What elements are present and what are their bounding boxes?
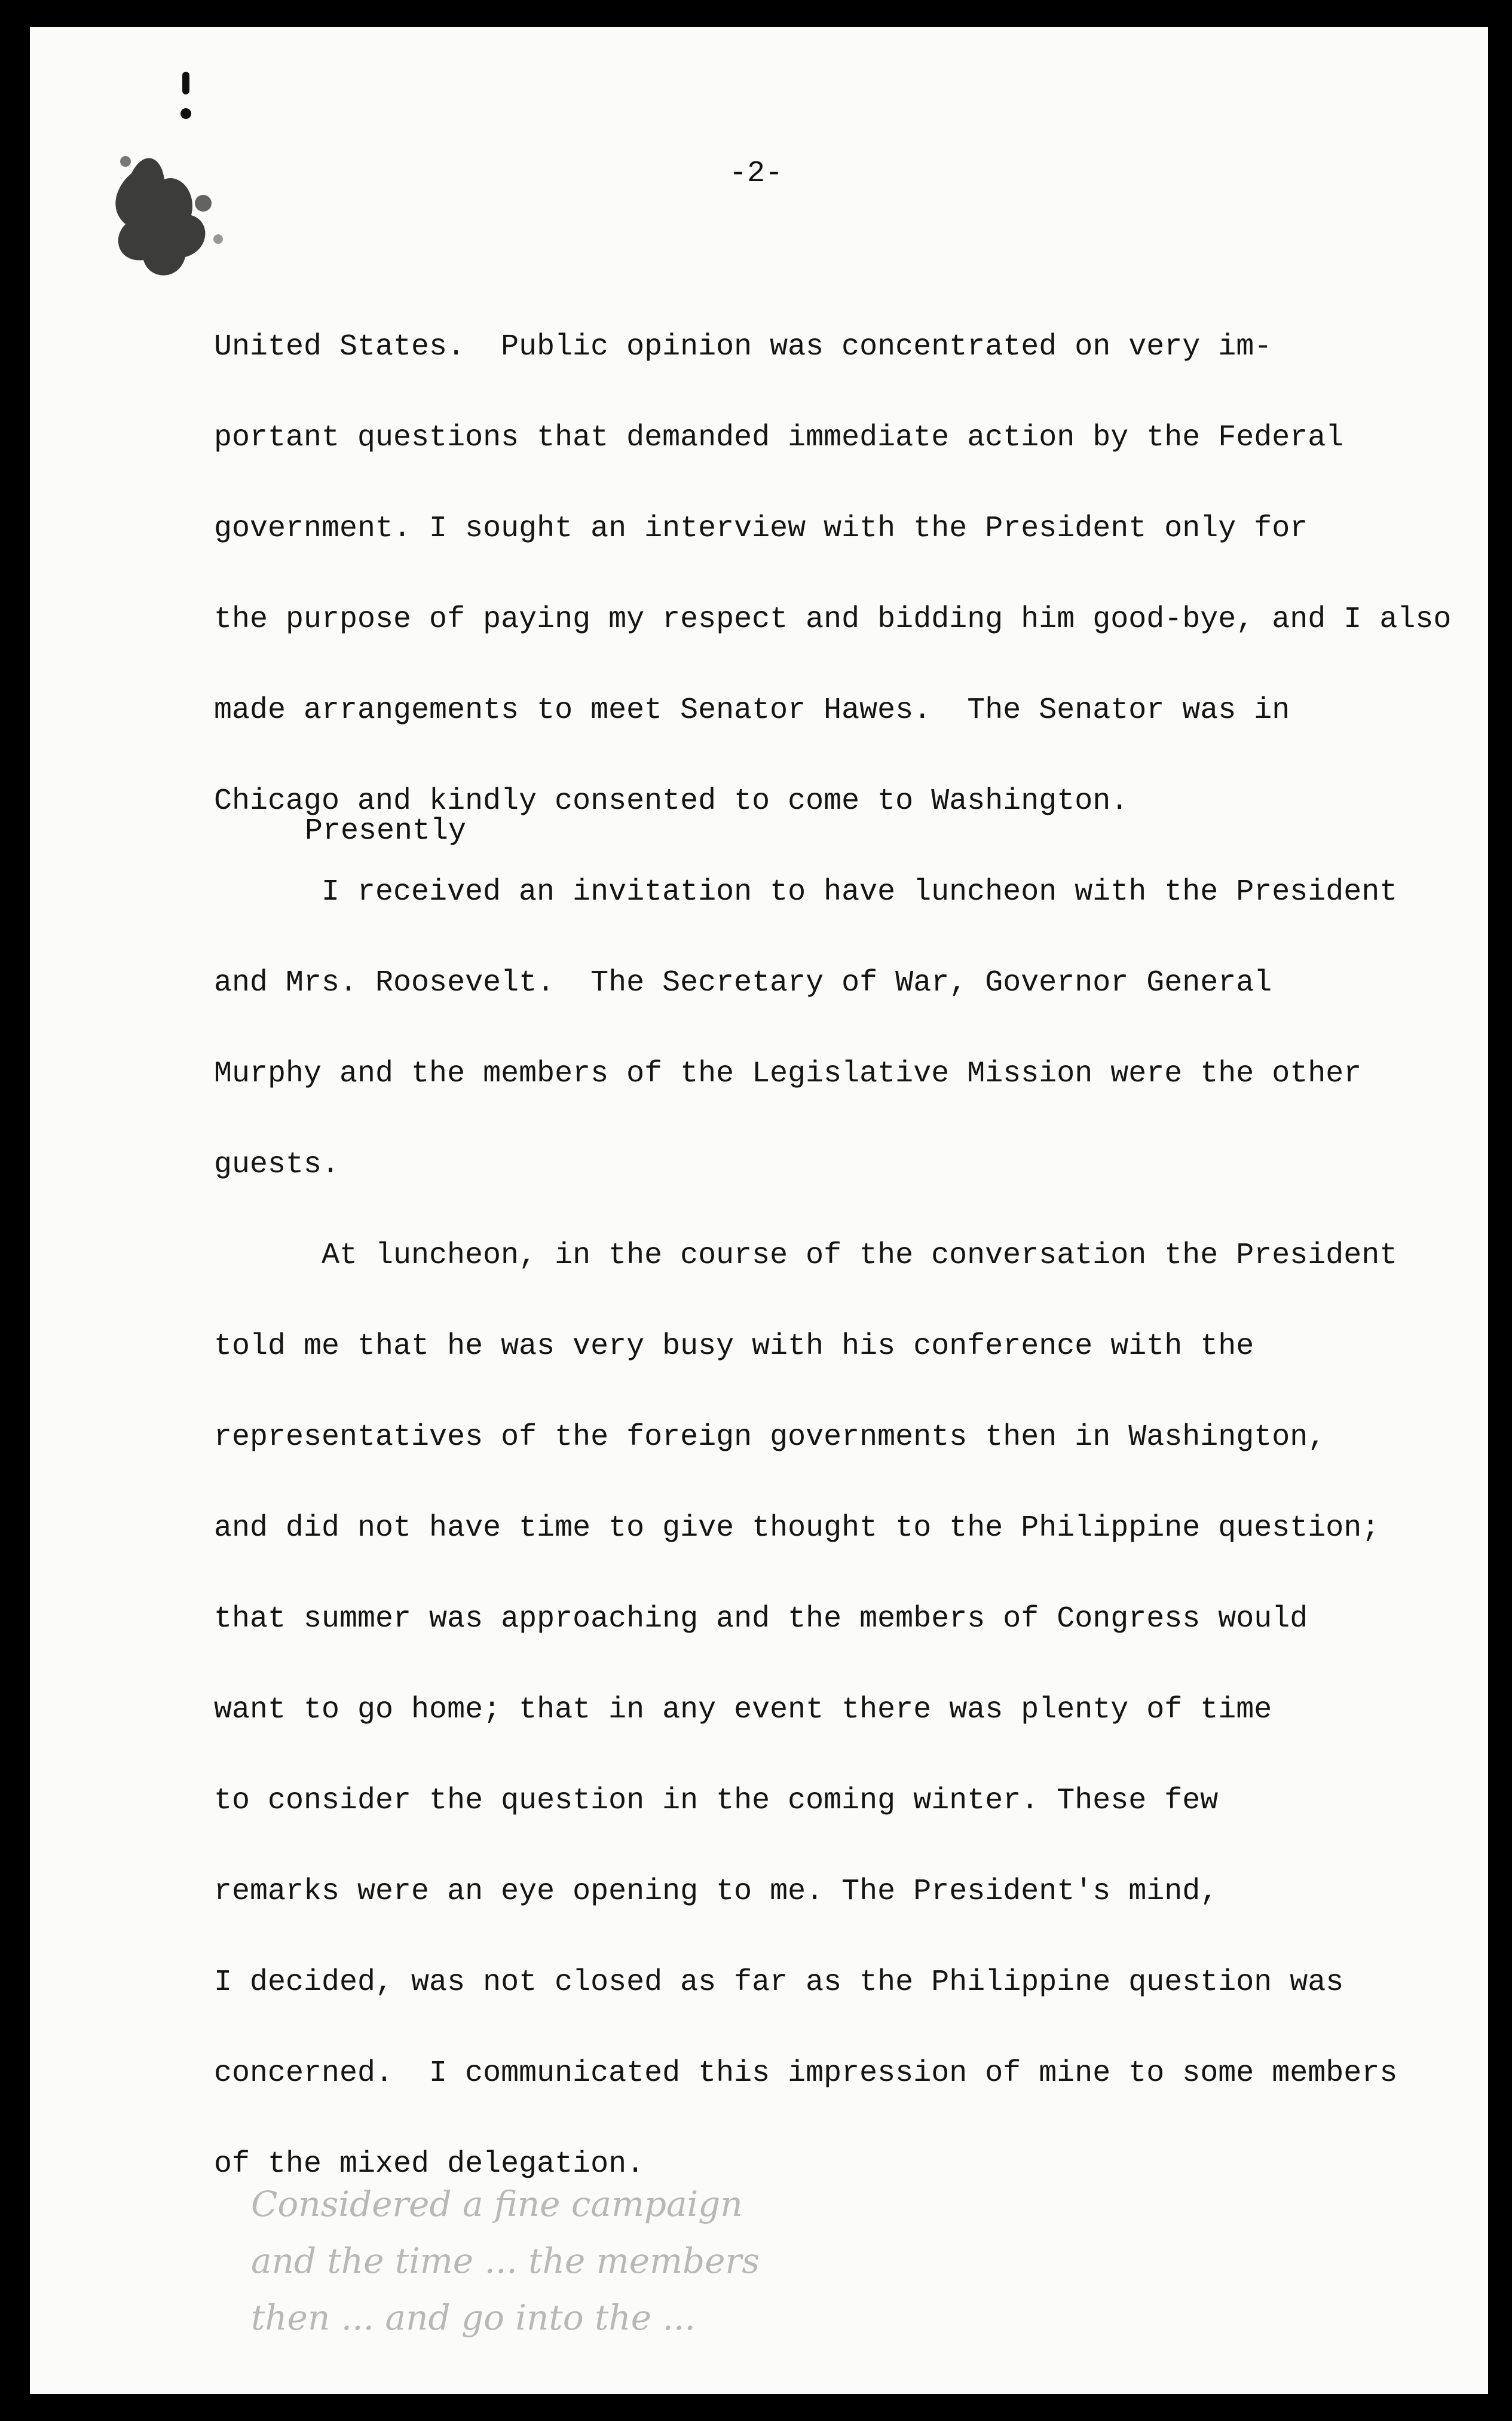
paragraph-3 xyxy=(214,1210,1475,1301)
paragraph-3-cont xyxy=(214,1301,1475,2210)
page-number: -2- xyxy=(729,157,783,191)
text-line: I decided, was not closed as far as the Philippine question was xyxy=(214,1965,1344,2000)
handwritten-line: and the time ... the members xyxy=(251,2240,760,2281)
ink-mark xyxy=(177,72,194,126)
text-line: concerned. I communicated this impression of mine to some members xyxy=(214,2056,1398,2090)
text-line: United States. Public opinion was concentrated on very im- xyxy=(214,330,1272,364)
inserted-word: Presently xyxy=(305,814,467,848)
text-line: I received an invitation to have luncheon with the President xyxy=(322,875,1398,909)
handwritten-line: Considered a fine campaign xyxy=(251,2184,743,2224)
text-line: Chicago and kindly consented to come to Washington. xyxy=(214,784,1129,818)
text-line: that summer was approaching and the members of Congress would xyxy=(214,1602,1308,1636)
text-line: the purpose of paying my respect and bidding him good-bye, and I also xyxy=(214,603,1452,637)
body-text xyxy=(214,302,1475,2210)
text-line: of the mixed delegation. xyxy=(214,2147,645,2181)
text-line: and Mrs. Roosevelt. The Secretary of War, Governor General xyxy=(214,966,1272,1000)
paragraph-2 xyxy=(214,847,1475,938)
text-line: to consider the question in the coming winter. These few xyxy=(214,1784,1219,1818)
paragraph-2-cont xyxy=(214,938,1475,1210)
text-line: want to go home; that in any event there was plenty of time xyxy=(214,1693,1272,1727)
text-line: told me that he was very busy with his conference with the xyxy=(214,1329,1254,1364)
text-line: portant questions that demanded immediate action by the Federal xyxy=(214,421,1344,455)
text-line: representatives of the foreign governments then in Washington, xyxy=(214,1420,1326,1454)
handwritten-note xyxy=(251,2176,1386,2373)
text-line: At luncheon, in the course of the conversation the President xyxy=(322,1239,1398,1273)
handwritten-line: then ... and go into the ... xyxy=(251,2297,696,2338)
text-line: Murphy and the members of the Legislative Mission were the other xyxy=(214,1057,1362,1091)
text-line: guests. xyxy=(214,1148,340,1182)
text-line: made arrangements to meet Senator Hawes. The Senator was in xyxy=(214,693,1290,727)
text-line: government. I sought an interview with the President only for xyxy=(214,512,1308,546)
text-line: and did not have time to give thought to the Philippine question; xyxy=(214,1511,1380,1545)
text-line: remarks were an eye opening to me. The President's mind, xyxy=(214,1875,1219,1909)
paragraph-1 xyxy=(214,302,1475,847)
